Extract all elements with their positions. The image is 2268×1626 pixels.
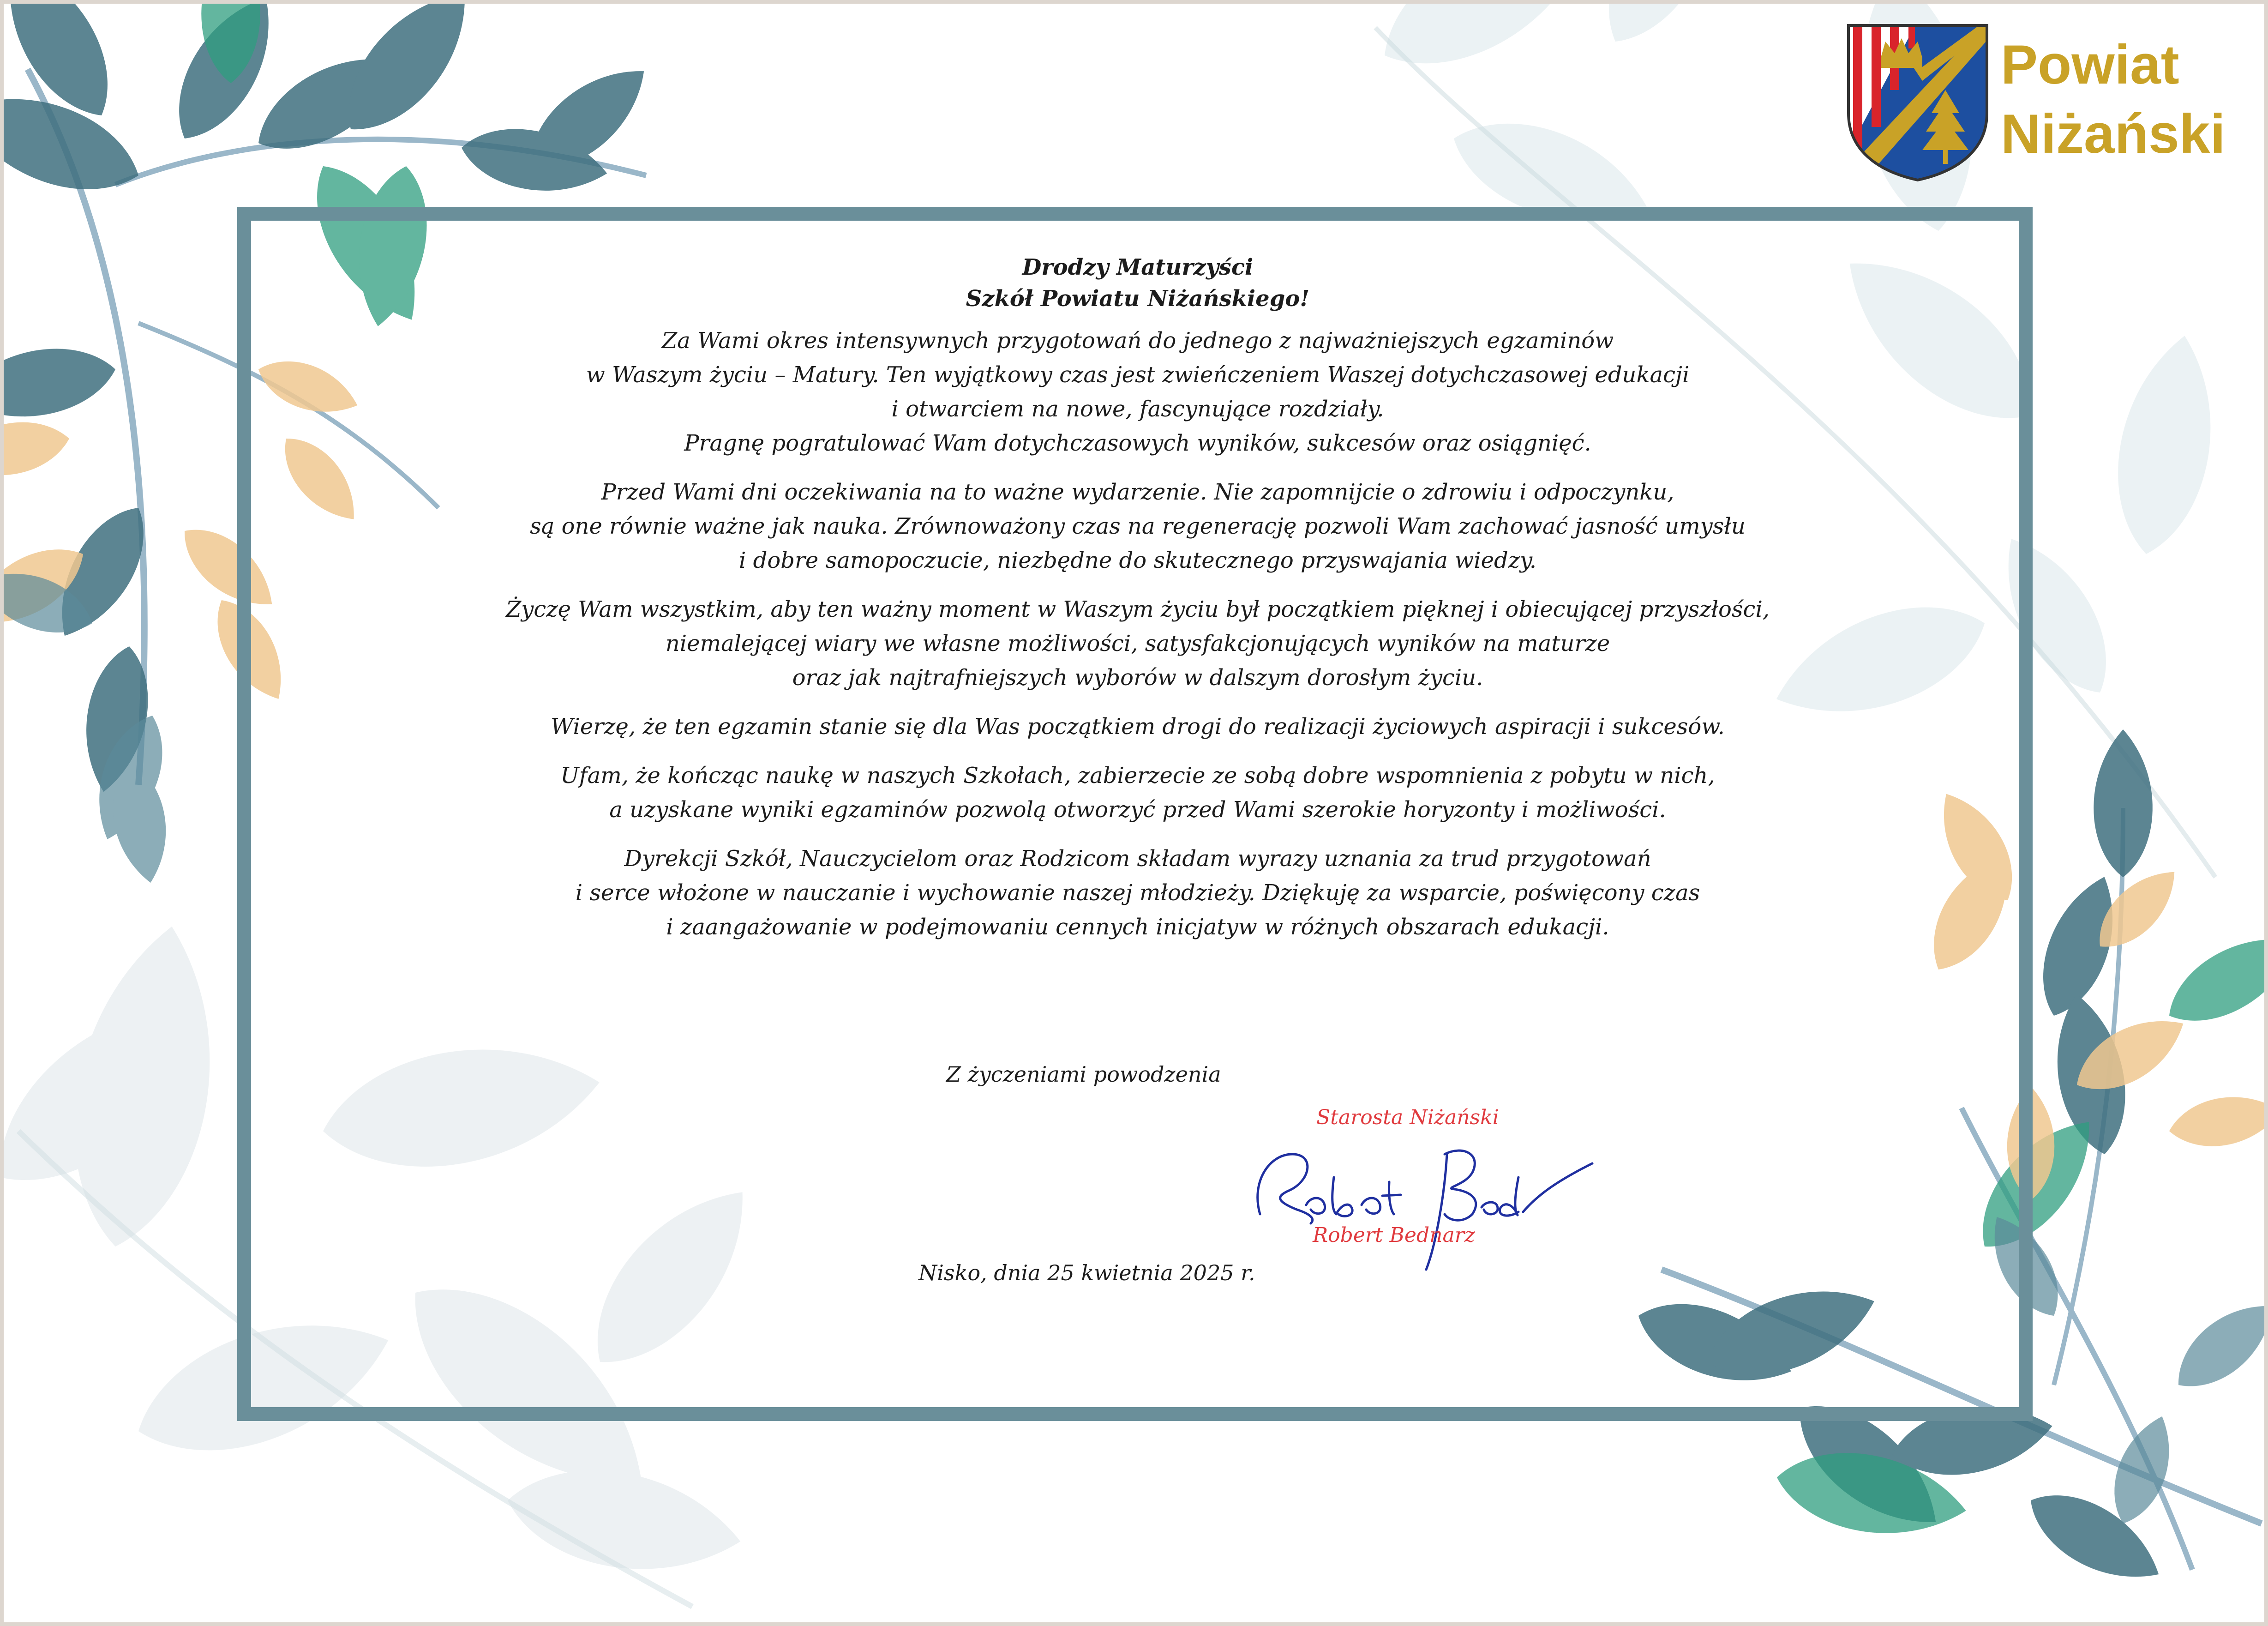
- paragraph-line: Dyrekcji Szkół, Nauczycielom oraz Rodzicom składam wyrazy uznania za trud przygotowań: [624, 846, 1651, 872]
- paragraph-4: [369, 710, 1906, 744]
- paragraph-line: Ufam, że kończąc naukę w naszych Szkołach, zabierzecie ze sobą dobre wspomnienia z pobytu w nich,: [560, 763, 1715, 789]
- paragraph-line: i dobre samopoczucie, niezbędne do skutecznego przyswajania wiedzy.: [739, 548, 1536, 573]
- paragraph-line: są one równie ważne jak nauka. Zrównoważony czas na regenerację pozwoli Wam zachować jasność umysłu: [530, 513, 1746, 539]
- signatory-title: Starosta Niżański: [1316, 1106, 1499, 1129]
- paragraph-3: [369, 592, 1906, 695]
- greeting-line-1: Drodzy Maturzyści: [1022, 254, 1254, 280]
- closing-text: Z życzeniami powodzenia: [946, 1062, 1221, 1087]
- paragraph-6: [369, 842, 1906, 944]
- paragraph-2: [369, 475, 1906, 578]
- paragraph-line: w Waszym życiu – Matury. Ten wyjątkowy czas jest zwieńczeniem Waszej dotychczasowej edukacji: [586, 362, 1690, 388]
- paragraph-line: oraz jak najtrafniejszych wyborów w dalszym dorosłym życiu.: [792, 665, 1483, 691]
- paragraph-line: i zaangażowanie w podejmowaniu cennych inicjatyw w różnych obszarach edukacji.: [666, 914, 1609, 940]
- logo-line-2: Niżański: [2001, 103, 2226, 165]
- logo-line-1: Powiat: [2001, 34, 2179, 96]
- place-date: Nisko, dnia 25 kwietnia 2025 r.: [918, 1260, 1255, 1285]
- handwritten-signature: [1242, 1126, 1611, 1274]
- paragraph-line: Życzę Wam wszystkim, aby ten ważny moment w Waszym życiu był początkiem pięknej i obiecującej przyszłości,: [505, 596, 1770, 622]
- letter-body: [369, 252, 1906, 959]
- paragraph-line: niemalejącej wiary we własne możliwości, satysfakcjonujących wyników na maturze: [665, 631, 1610, 656]
- logo-wordmark: [2001, 30, 2226, 169]
- paragraph-line: Pragnę pogratulować Wam dotychczasowych wyników, sukcesów oraz osiągnięć.: [684, 430, 1591, 456]
- paragraph-line: a uzyskane wyniki egzaminów pozwolą otworzyć przed Wami szerokie horyzonty i możliwości.: [609, 797, 1666, 823]
- greeting-line-2: Szkół Powiatu Niżańskiego!: [966, 286, 1310, 312]
- greeting: [369, 252, 1906, 314]
- paragraph-line: i serce włożone w nauczanie i wychowanie naszej młodzieży. Dziękuję za wsparcie, poświęcony czas: [575, 880, 1700, 906]
- paragraph-1: [369, 324, 1906, 460]
- paragraph-line: i otwarciem na nowe, fascynujące rozdziały.: [891, 396, 1384, 422]
- signatory-name: Robert Bednarz: [1313, 1223, 1475, 1247]
- paragraph-5: [369, 759, 1906, 827]
- paragraph-line: Za Wami okres intensywnych przygotowań do jednego z najważniejszych egzaminów: [661, 328, 1614, 354]
- powiat-logo: [1844, 21, 2250, 182]
- paragraph-line: Przed Wami dni oczekiwania na to ważne wydarzenie. Nie zapomnijcie o zdrowiu i odpoczynku,: [601, 479, 1674, 505]
- coat-of-arms-icon: [1844, 21, 1992, 182]
- paragraph-line: Wierzę, że ten egzamin stanie się dla Was początkiem drogi do realizacji życiowych aspiracji i sukcesów.: [551, 714, 1725, 740]
